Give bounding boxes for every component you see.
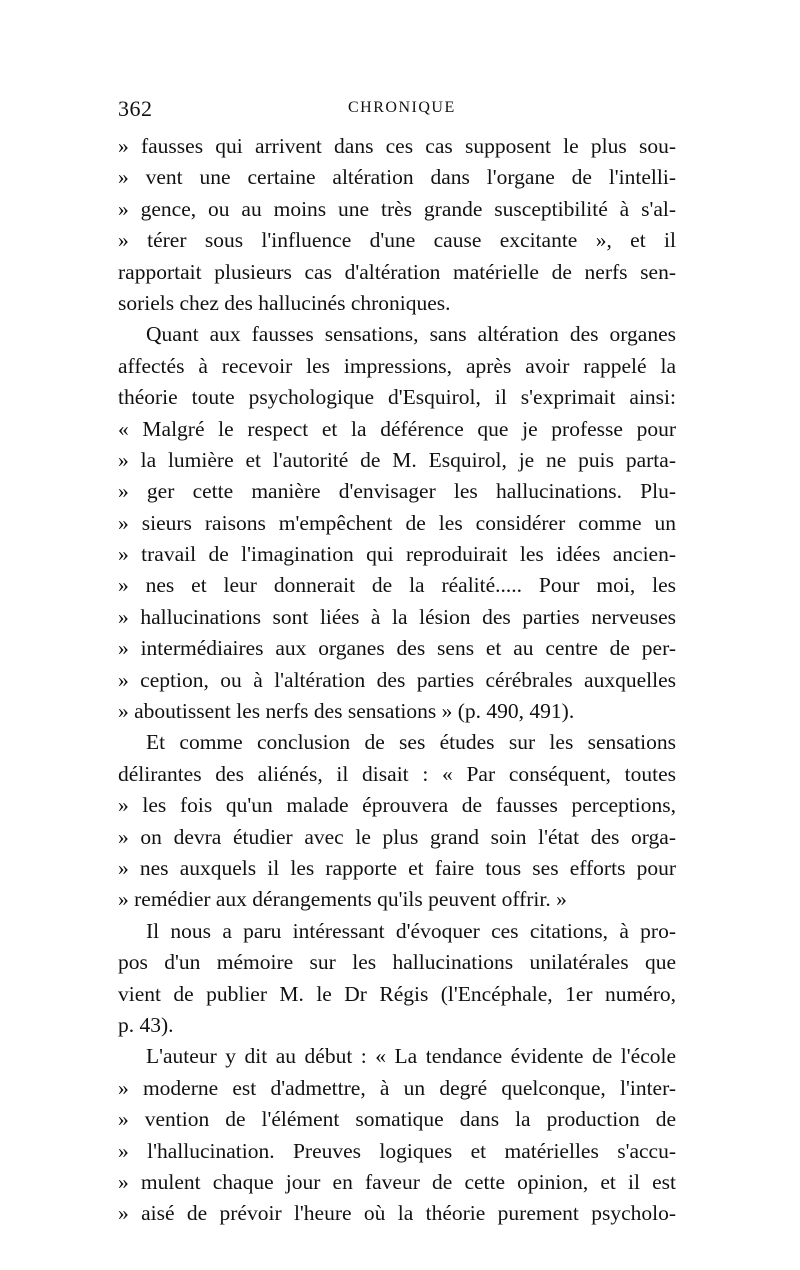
text-line: » mulent chaque jour en faveur de cette opinion, et il est <box>118 1169 676 1194</box>
text-line: pos d'un mémoire sur les hallucinations unilatérales que <box>118 950 676 975</box>
text-line: » ception, ou à l'altération des parties cérébrales auxquelles <box>118 667 676 692</box>
text-line: « Malgré le respect et la déférence que je professe pour <box>118 416 676 441</box>
running-head: CHRONIQUE <box>348 99 456 116</box>
text-line: » l'hallucination. Preuves logiques et matérielles s'accu- <box>118 1138 676 1163</box>
page-number: 362 <box>118 96 153 121</box>
text-line: » nes auxquels il les rapporte et faire tous ses efforts pour <box>118 855 676 880</box>
text-line: Et comme conclusion de ses études sur les sensations <box>146 730 676 755</box>
body-text <box>118 131 676 1230</box>
text-line: » intermédiaires aux organes des sens et au centre de per- <box>118 636 676 661</box>
text-line: vient de publier M. le Dr Régis (l'Encéphale, 1er numéro, <box>118 981 676 1006</box>
text-line: » vention de l'élément somatique dans la production de <box>118 1107 676 1132</box>
text-line: » aisé de prévoir l'heure où la théorie purement psycholo- <box>118 1201 676 1226</box>
text-line: » fausses qui arrivent dans ces cas supposent le plus sou- <box>118 134 676 158</box>
text-line: p. 43). <box>118 1012 174 1037</box>
text-line: » hallucinations sont liées à la lésion des parties nerveuses <box>118 604 676 629</box>
text-line: » gence, ou au moins une très grande susceptibilité à s'al- <box>118 196 676 221</box>
text-line: » on devra étudier avec le plus grand soin l'état des orga- <box>118 824 676 849</box>
text-line: soriels chez des hallucinés chroniques. <box>118 290 451 315</box>
text-line: délirantes des aliénés, il disait : « Par conséquent, toutes <box>118 761 676 786</box>
text-line: » ger cette manière d'envisager les hallucinations. Plu- <box>118 479 676 504</box>
text-line: » sieurs raisons m'empêchent de les considérer comme un <box>118 510 676 535</box>
text-line: » la lumière et l'autorité de M. Esquirol, je ne puis parta- <box>118 447 676 472</box>
text-line: Il nous a paru intéressant d'évoquer ces citations, à pro- <box>146 918 676 943</box>
text-line: » nes et leur donnerait de la réalité..... Pour moi, les <box>118 573 676 598</box>
text-line: affectés à recevoir les impressions, après avoir rappelé la <box>118 353 676 378</box>
text-line: » moderne est d'admettre, à un degré quelconque, l'inter- <box>118 1075 676 1100</box>
text-line: L'auteur y dit au début : « La tendance évidente de l'école <box>146 1044 676 1069</box>
text-line: » les fois qu'un malade éprouvera de fausses perceptions, <box>118 793 676 818</box>
text-line: » remédier aux dérangements qu'ils peuvent offrir. » <box>118 887 567 912</box>
text-line: théorie toute psychologique d'Esquirol, il s'exprimait ainsi: <box>118 385 676 410</box>
text-line: » vent une certaine altération dans l'organe de l'intelli- <box>118 165 676 190</box>
text-line: » aboutissent les nerfs des sensations » (p. 490, 491). <box>118 699 575 724</box>
text-line: rapportait plusieurs cas d'altération matérielle de nerfs sen- <box>118 259 676 284</box>
page-header <box>118 96 678 126</box>
text-line: Quant aux fausses sensations, sans altération des organes <box>146 322 676 347</box>
text-line: » travail de l'imagination qui reproduirait les idées ancien- <box>118 542 676 567</box>
text-line: » térer sous l'influence d'une cause excitante », et il <box>118 228 676 253</box>
